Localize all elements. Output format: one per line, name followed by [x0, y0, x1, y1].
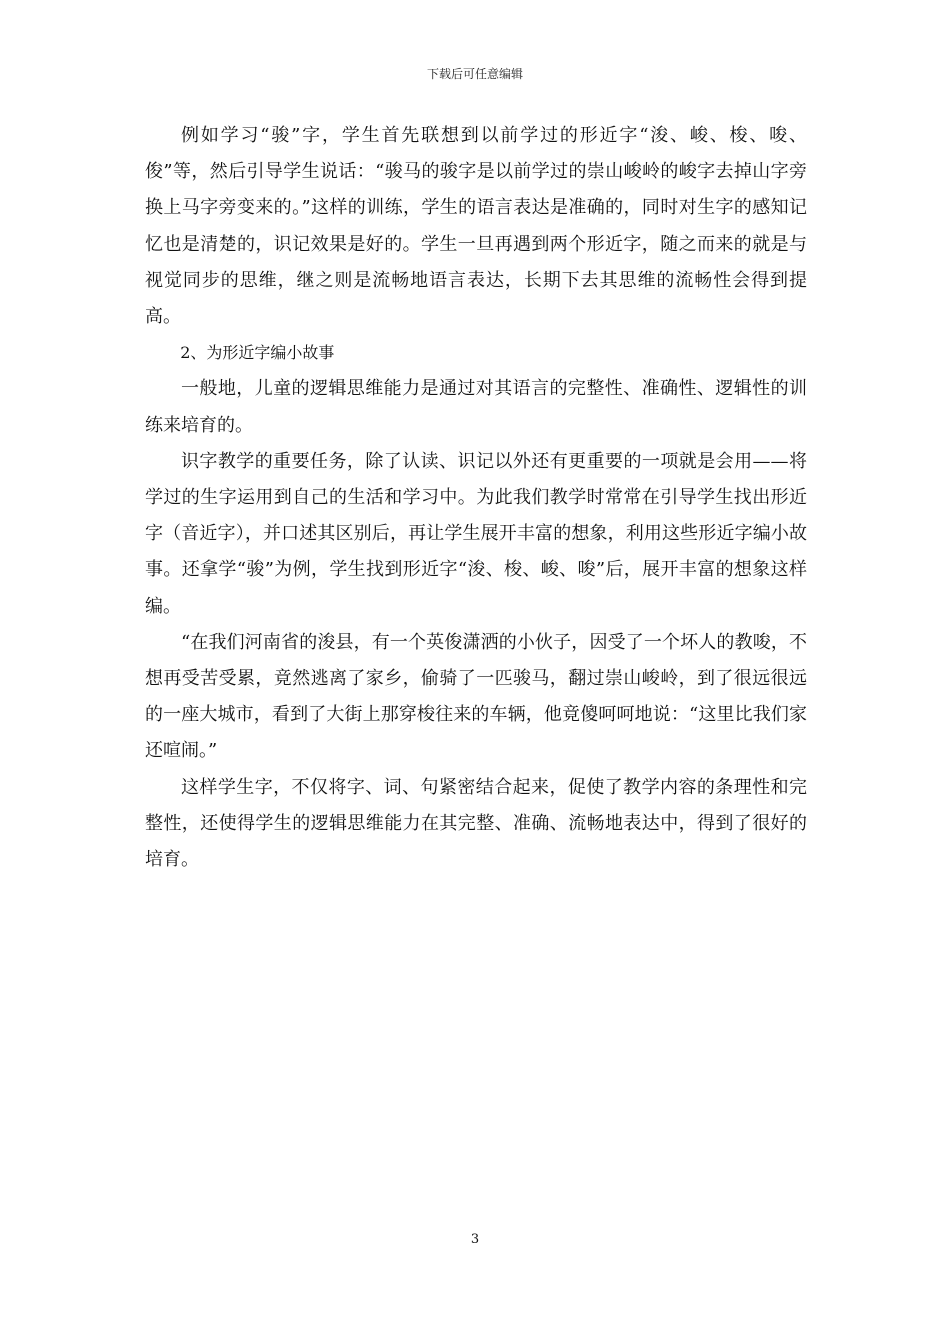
paragraph-literacy-task: 识字教学的重要任务，除了认读、识记以外还有更重要的一项就是会用——将学过的生字运用到自己的生活和学习中。为此我们教学时常常在引导学生找出形近字（音近字），并口述其区别后，再让学生展开丰富的想象，利用这些形近字编小故事。还拿学“骏”为例，学生找到形近字“浚、梭、峻、唆”后，展开丰富的想象这样编。 [145, 450, 807, 617]
page-number: 3 [470, 1232, 480, 1247]
paragraph-story: “在我们河南省的浚县，有一个英俊潇洒的小伙子，因受了一个坏人的教唆，不想再受苦受累，竟然逃离了家乡，偷骑了一匹骏马，翻过崇山峻岭，到了很远很远的一座大城市，看到了大街上那穿梭往来的车辆，他竟傻呵呵地说：“这里比我们家还喧闹。” [145, 631, 807, 762]
page-header: 下载后可任意编辑 [426, 67, 523, 81]
paragraph-conclusion: 这样学生字，不仅将字、词、句紧密结合起来，促使了教学内容的条理性和完整性，还使得学生的逻辑思维能力在其完整、准确、流畅地表达中，得到了很好的培育。 [145, 776, 807, 871]
document-body [145, 118, 807, 878]
paragraph-logic-thinking: 一般地，儿童的逻辑思维能力是通过对其语言的完整性、准确性、逻辑性的训练来培育的。 [145, 378, 807, 436]
section-heading: 2、为形近字编小故事 [180, 343, 335, 363]
paragraph-example-jun: 例如学习“骏”字，学生首先联想到以前学过的形近字“浚、峻、梭、唆、俊”等，然后引导学生说话：“骏马的骏字是以前学过的崇山峻岭的峻字去掉山字旁换上马字旁变来的。”这样的训练，学生的语言表达是准确的，同时对生字的感知记忆也是清楚的，识记效果是好的。学生一旦再遇到两个形近字，随之而来的就是与视觉同步的思维，继之则是流畅地语言表达，长期下去其思维的流畅性会得到提高。 [145, 125, 807, 328]
